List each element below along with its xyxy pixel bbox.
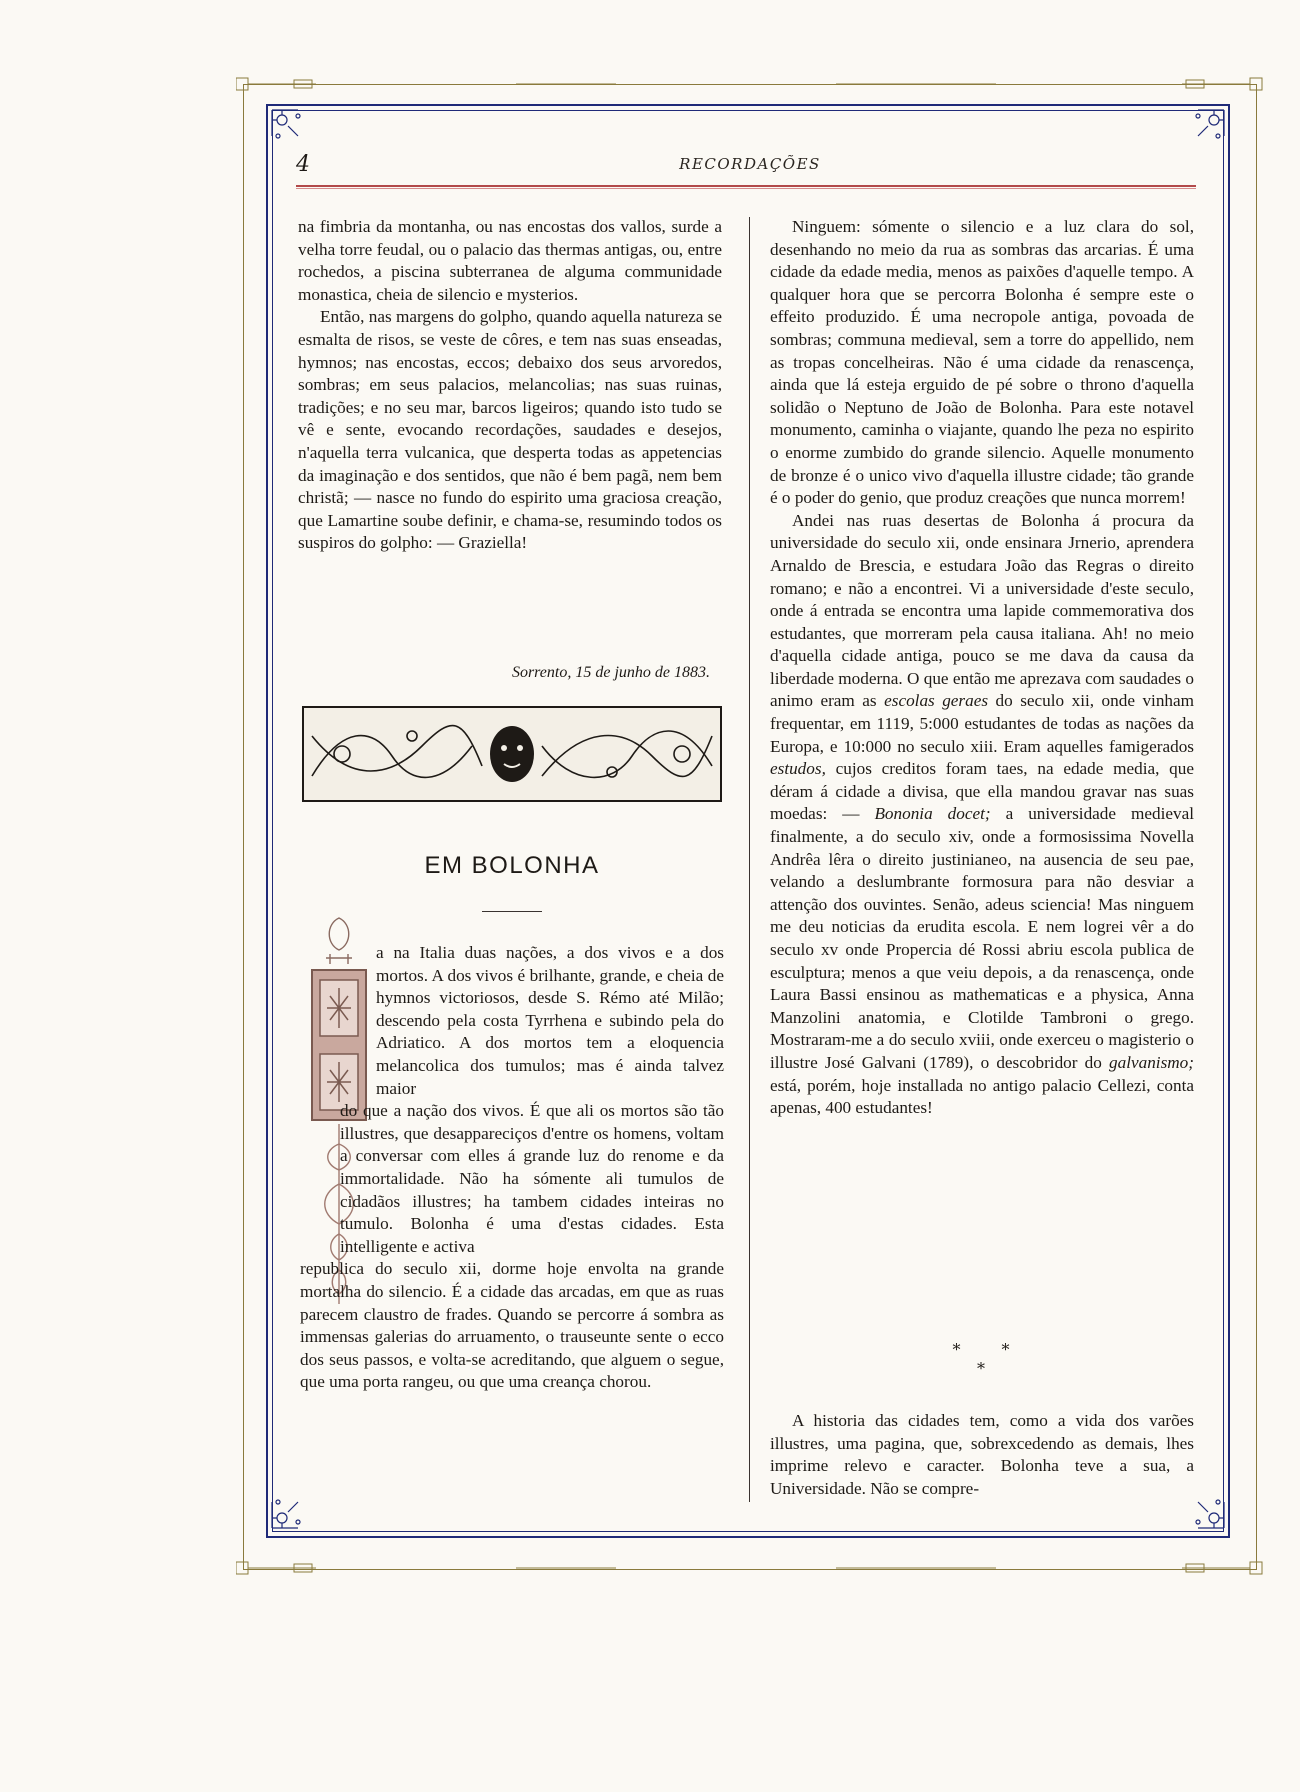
running-title: RECORDAÇÕES	[679, 155, 821, 173]
section-title: EM BOLONHA	[424, 852, 600, 879]
paragraph: A historia das cidades tem, como a vida dos varões illustres, uma pagina, que, sobrexcedendo as demais, lhes imprime relevo e caracter. Bolonha teve a sua, a Universidade. Não se compre-	[770, 1411, 1194, 1498]
paragraph	[770, 510, 1194, 1120]
left-column-top	[298, 216, 722, 555]
italic-phrase: Bononia docet;	[874, 804, 991, 824]
paragraph: na fimbria da montanha, ou nas encostas dos vallos, surde a velha torre feudal, ou o palacio das thermas antigas, ou, entre rochedos, a piscina subterranea de alguma communidade monastica, cheia de silencio e mysterios.	[298, 217, 722, 304]
left-column-body	[300, 942, 724, 1394]
italic-phrase: galvanismo;	[1109, 1052, 1195, 1072]
text-run: do seculo xii, onde vinham frequentar, em 1119, 5:000 estudantes de todas as nações da Europa, e 10:000 no seculo xiii. Eram aquelles famigerados	[770, 691, 1195, 756]
header-rule-thin	[296, 188, 1196, 189]
text-run: a universidade medieval finalmente, a do seculo xiv, onde a formosissima Novella Andrêa lêra o direito justinianeo, na ausencia de seu pae, velando a deslumbrante formosura para não desviar a attenção dos ouvintes. Senão, adeus sciencia! Mas ninguem me deu noticias da erudita escola. E nem logrei vêr a do seculo xv onde Propercia dé Rossi abriu escola publica de esculptura; menos a que veiu depois, a da renascença, onde Laura Bassi ensinou as mathematicas e a physica, Anna Manzolini anatomia, e Clotilde Tambroni o grego. Mostraram-me a do seculo xviii, onde exerceu o magisterio o illustre José Galvani (1789), o descobridor do	[770, 804, 1194, 1072]
title-rule	[482, 911, 542, 912]
paragraph-wrapped-narrow: do que a nação dos vivos. É que ali os mortos são tão illustres, que desappareciços d'entre os homens, voltam a conversar com elles á grande luz do renome e da immortalidade. Não ha sómente ali tumulos de cidadãos illustres; ha tambem cidades inteiras no tumulo. Bolonha é uma d'estas cidades. Esta intelligente e activa	[340, 1101, 724, 1256]
paragraph-wrapped: a na Italia duas nações, a dos vivos e a dos mortos. A dos vivos é brilhante, grande, e cheia de hymnos victoriosos, desde S. Rémo até Milão; descendo pela costa Tyrrhena e subindo pela do Adriatico. A dos mortos tem a eloquencia melancolica dos tumulos; mas é ainda talvez maior	[376, 943, 724, 1098]
page-number: 4	[296, 152, 310, 177]
column-divider	[749, 217, 750, 1502]
italic-phrase: estudos,	[770, 759, 826, 779]
decorative-vignette	[302, 706, 722, 802]
text-run: Andei nas ruas desertas de Bolonha á procura da universidade do seculo xii, onde ensinara Jrnerio, aprendera Arnaldo de Brescia, e estudara João das Regras o direito romano; e não a encontrei. Vi a universidade d'este seculo, onde á entrada se encontra uma lapide commemorativa dos estudantes, que morreram pela causa italiana. Ah! no meio d'aquella cidade antiga, pouco se me dava da causa da liberdade moderna. O que então me aprezava com saudades o animo eram as	[770, 510, 1194, 711]
dateline: Sorrento, 15 de junho de 1883.	[511, 664, 710, 681]
corner-ornament-bottom-left	[268, 1488, 312, 1532]
text-run: cujos creditos foram taes, na edade media, que déram á cidade a divisa, que ella mandou gravar nas suas moedas: —	[770, 759, 1194, 824]
right-column	[770, 216, 1194, 1120]
right-column-bottom	[770, 1410, 1194, 1500]
text-run: está, porém, hoje installada no antigo palacio Cellezi, conta apenas, 400 estudantes!	[770, 1075, 1194, 1118]
asterism: * * *	[952, 1340, 1028, 1378]
paragraph: Ninguem: sómente o silencio e a luz clara do sol, desenhando no meio da rua as sombras das arcarias. É uma cidade da edade media, menos as paixões d'aquelle tempo. A qualquer hora que se percorra Bolonha é sempre este o effeito produzido. É uma necropole antiga, povoada de sombras; communa medieval, sem a torre do appellido, nem as tropas concelheiras. Não é uma cidade da renascença, ainda que lá esteja erguido de pé sobre o throno d'aquella solidão o Neptuno de João de Bolonha. Para este notavel monumento, caminha o viajante, quando lhe peza no espirito o enorme zumbido do grande silencio. Aquelle monumento de bronze é o unico vivo d'aquella illustre cidade; tão grande é o poder do genio, que produz creações que nunca morrem!	[770, 217, 1194, 508]
corner-ornament-top-left	[268, 106, 312, 150]
paragraph: Então, nas margens do golpho, quando aquella natureza se esmalta de risos, se veste de côres, e tem nas suas enseadas, hymnos; nas encostas, eccos; debaixo dos seus arvoredos, sombras; em seus palacios, melancolias; nas suas ruinas, tradições; e no seu mar, barcos ligeiros; quando isto tudo se vê e sente, evocando recordações, saudades e desejos, n'aquella terra vulcanica, que desperta todas as appetencias da imaginação e dos sentidos, que não é bem pagã, nem bem christã; — nasce no fundo do espirito uma graciosa creação, que Lamartine soube definir, e chama-se, resumindo todos os suspiros do golpho: — Graziella!	[298, 307, 722, 553]
italic-phrase: escolas geraes	[884, 691, 989, 711]
corner-ornament-top-right	[1184, 106, 1228, 150]
header-rule	[296, 185, 1196, 187]
paragraph: republica do seculo xii, dorme hoje envolta na grande mortalha do silencio. É a cidade das arcadas, em que as ruas parecem claustro de frades. Quando se percorre á sombra as immensas galerias do arruamento, o trauseunte sente o ecco dos seus passos, e volta-se acreditando, que alguem o segue, que uma porta rangeu, ou que uma creança chorou.	[300, 1259, 724, 1392]
